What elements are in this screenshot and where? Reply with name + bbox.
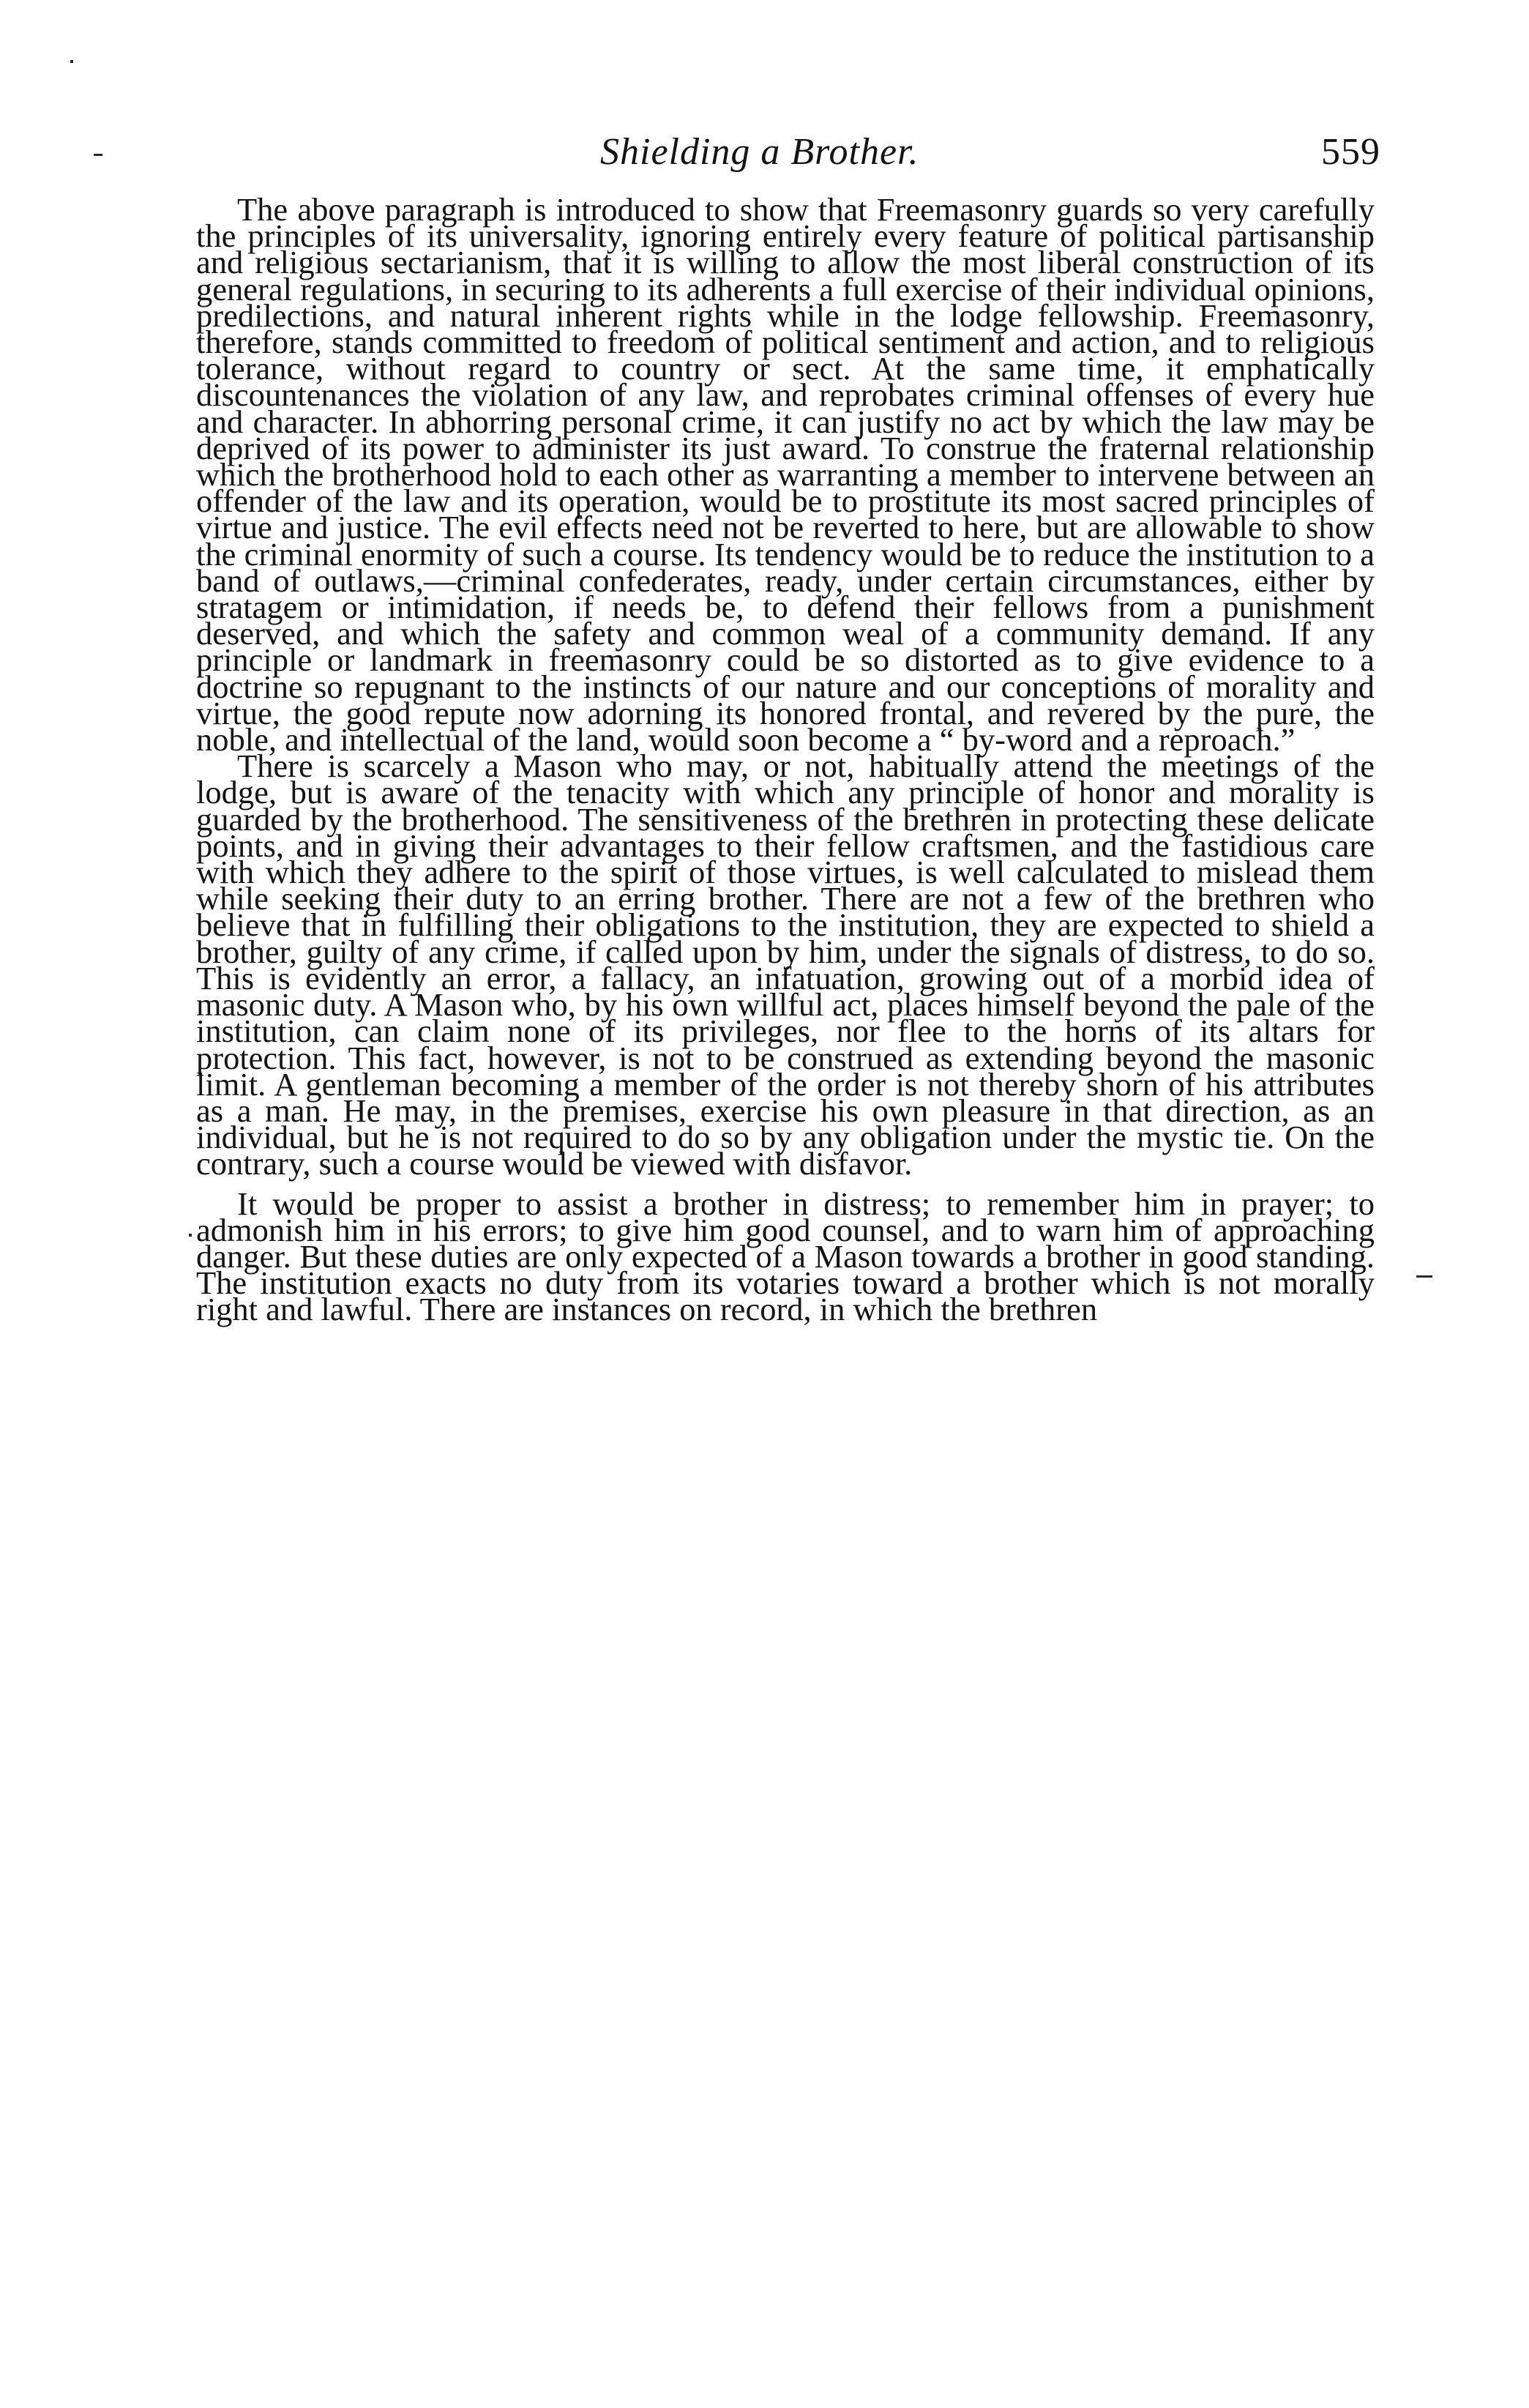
paragraph: The above paragraph is introduced to show that Freemasonry guards so very carefully the principles of its universality, ignoring entirely every feature of political partisanship and religious sectarianism, that it is willing to allow the most liberal construction of its general regulations, in securing to its adherents a full exercise of their individual opinions, predilections, and natural inherent rights while in the lodge fellowship. Freemasonry, therefore, stands committed to freedom of political sentiment and action, and to religious tolerance, without regard to country or sect. At the same time, it emphatically discountenances the violation of any law, and reprobates criminal offenses of every hue and character. In abhorring personal crime, it can justify no act by which the law may be deprived of its power to administer its just award. To construe the fraternal relationship which the brotherhood hold to each other as warranting a member to intervene between an offender of the law and its operation, would be to prostitute its most sacred principles of virtue and justice. The evil effects need not be reverted to here, but are allowable to show the criminal enormity of such a course. Its tendency would be to reduce the institution to a band of outlaws,—criminal confederates, ready, under certain circumstances, either by stratagem or intimidation, if needs be, to defend their fellows from a punishment deserved, and which the safety and common weal of a community demand. If any principle or landmark in freemasonry could be so distorted as to give evidence to a doctrine so repugnant to the instincts of our nature and our conceptions of morality and virtue, the good repute now adorning its honored frontal, and revered by the pure, the noble, and intellectual of the land, would soon become a “ by-word and a reproach.” — [196, 191, 1375, 758]
paragraph: It would be proper to assist a brother in distress; to remember him in prayer; to admonish him in his errors; to give him good counsel, and to warn him of approaching danger. But these duties are only expected of a Mason towards a brother in good standing. The institution exacts no duty from its votaries toward a brother which is not morally right and lawful. There are instances on record, in which the brethren — [196, 1185, 1375, 1328]
scan-speck — [94, 154, 102, 156]
body-text — [196, 191, 1375, 1328]
paragraph: There is scarcely a Mason who may, or not, habitually attend the meetings of the lodge, but is aware of the tenacity with which any principle of honor and morality is guarded by the brotherhood. The sensitiveness of the brethren in protecting these delicate points, and in giving their advantages to their fellow craftsmen, and the fastidious care with which they adhere to the spirit of those virtues, is well calculated to mislead them while seeking their duty to an erring brother. There are not a few of the brethren who believe that in fulfilling their obligations to the institution, they are expected to shield a brother, guilty of any crime, if called upon by him, under the signals of distress, to do so. This is evidently an error, a fallacy, an infatuation, growing out of a morbid idea of masonic duty. A Mason who, by his own willful act, places himself beyond the pale of the institution, can claim none of its privileges, nor flee to the horns of its altars for protection. This fact, however, is not to be construed as extending beyond the masonic limit. A gentleman becoming a member of the order is not thereby shorn of his attributes as a man. He may, in the premises, exercise his own pleasure in that direction, as an individual, but he is not required to do so by any obligation under the mystic tie. On the contrary, such a course would be viewed with disfavor. — [196, 748, 1375, 1182]
page-number: 559 — [1321, 131, 1380, 173]
running-title: Shielding a Brother. — [600, 131, 919, 173]
scan-speck — [70, 60, 73, 63]
scan-speck — [1416, 1275, 1432, 1278]
scan-speck — [189, 1234, 192, 1237]
